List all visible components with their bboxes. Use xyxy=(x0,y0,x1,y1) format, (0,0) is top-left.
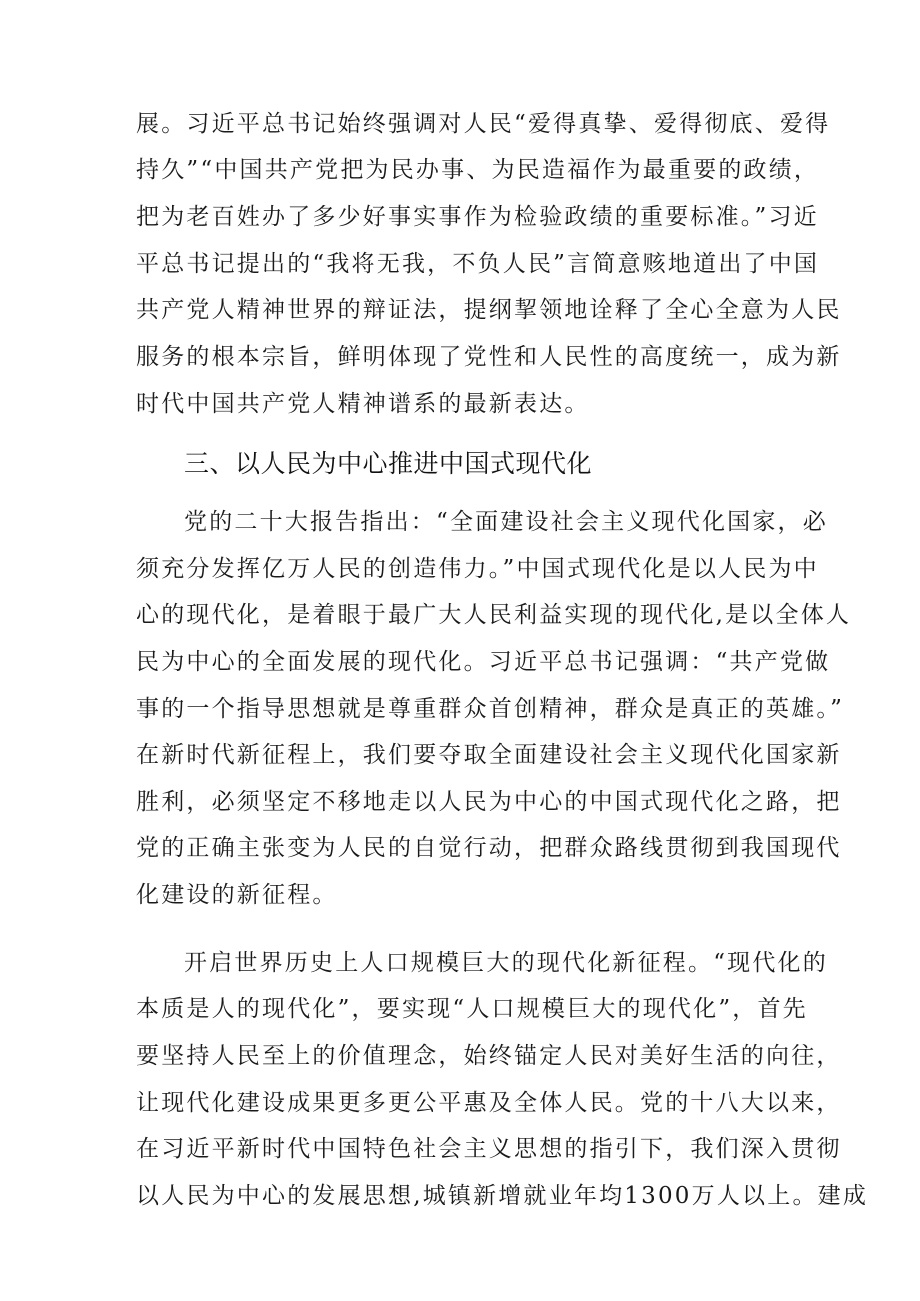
text-line: 心的现代化，是着眼于最广大人民利益实现的现代化,是以全体人 xyxy=(136,602,852,628)
text-line: 让现代化建设成果更多更公平惠及全体人民。党的十八大以来， xyxy=(136,1090,842,1116)
text-line: 党的二十大报告指出：“全面建设社会主义现代化国家，必 xyxy=(184,509,828,535)
text-line: 事的一个指导思想就是尊重群众首创精神，群众是真正的英雄。” xyxy=(136,696,845,722)
text-line: 开启世界历史上人口规模巨大的现代化新征程。“现代化的 xyxy=(184,950,828,976)
text-line: 民为中心的全面发展的现代化。习近平总书记强调：“共产党做 xyxy=(136,649,831,675)
text-line: 持久”“中国共产党把为民办事、为民造福作为最重要的政绩， xyxy=(136,157,820,183)
text-line: 在习近平新时代中国特色社会主义思想的指引下，我们深入贯彻 xyxy=(136,1136,842,1162)
text-line: 以人民为中心的发展思想,城镇新增就业年均1300万人以上。建成 xyxy=(136,1183,869,1209)
section-heading: 三、以人民为中心推进中国式现代化 xyxy=(184,449,593,478)
text-line: 共产党人精神世界的辩证法，提纲挈领地诠释了全心全意为人民 xyxy=(136,297,842,323)
text-line: 要坚持人民至上的价值理念，始终锚定人民对美好生活的向往， xyxy=(136,1043,842,1069)
text-line: 在新时代新征程上，我们要夺取全面建设社会主义现代化国家新 xyxy=(136,742,842,768)
text-line: 须充分发挥亿万人民的创造伟力。”中国式现代化是以人民为中 xyxy=(136,556,819,582)
text-line: 平总书记提出的“我将无我，不负人民”言简意赅地道出了中国 xyxy=(136,251,820,277)
text-line: 服务的根本宗旨，鲜明体现了党性和人民性的高度统一，成为新 xyxy=(136,344,842,370)
text-line: 展。习近平总书记始终强调对人民“爱得真挚、爱得彻底、爱得 xyxy=(136,111,831,137)
text-line: 胜利，必须坚定不移地走以人民为中心的中国式现代化之路，把 xyxy=(136,789,842,815)
text-line: 党的正确主张变为人民的自觉行动，把群众路线贯彻到我国现代 xyxy=(136,835,842,861)
text-line: 把为老百姓办了多少好事实事作为检验政绩的重要标准。”习近 xyxy=(136,204,819,230)
text-line: 时代中国共产党人精神谱系的最新表达。 xyxy=(136,391,590,417)
text-line: 本质是人的现代化”，要实现“人口规模巨大的现代化”，首先 xyxy=(136,996,808,1022)
text-line: 化建设的新征程。 xyxy=(136,882,338,908)
